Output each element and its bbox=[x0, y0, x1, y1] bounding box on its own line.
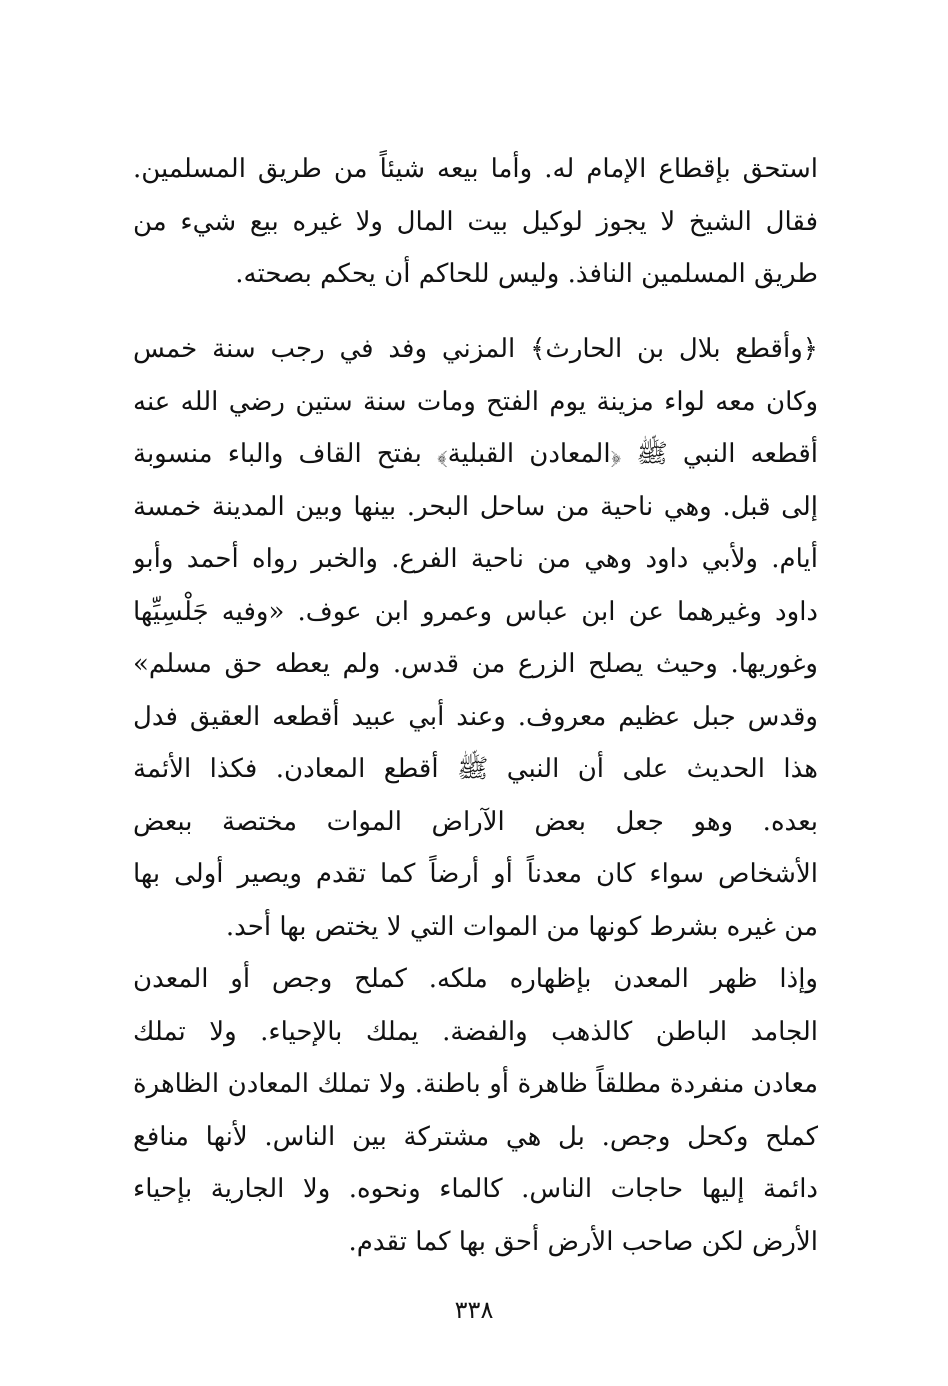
text-line: وقدس جبل عظيم معروف. وعند أبي عبيد أقطعه العقيق فدل bbox=[133, 701, 818, 732]
text-line: ﴿وأقطع بلال بن الحارث﴾ المزني وفد في رجب سنة خمس bbox=[133, 334, 818, 364]
text-line: داود وغيرهما عن ابن عباس وعمرو ابن عوف. «وفيه جَلْسِيِّها bbox=[133, 596, 818, 627]
text-line: وكان معه لواء مزينة يوم الفتح ومات سنة ستين رضي الله عنه bbox=[133, 386, 818, 417]
text-line: الأشخاص سواء كان معدناً أو أرضاً كما تقدم ويصير أولى بها bbox=[133, 859, 818, 889]
text-line: دائمة إليها حاجات الناس. كالماء ونحوه. ولا الجارية بإحياء bbox=[133, 1174, 818, 1204]
paragraph-2 bbox=[133, 323, 818, 953]
text-line: وإذا ظهر المعدن بإظهاره ملكه. كملح وجص أو المعدن bbox=[133, 964, 818, 994]
text-line: الجامد الباطن كالذهب والفضة. يملك بالإحياء. ولا تملك bbox=[133, 1016, 818, 1047]
page-number: ٣٣٨ bbox=[454, 1296, 494, 1324]
text-line: من غيره بشرط كونها من الموات التي لا يختص بها أحد. bbox=[225, 911, 818, 942]
text-line: معادن منفردة مطلقاً ظاهرة أو باطنة. ولا تملك المعادن الظاهرة bbox=[133, 1069, 818, 1099]
paragraph-3 bbox=[133, 953, 818, 1268]
text-line: أقطعه النبي ﷺ ﴿المعادن القبلية﴾ بفتح القاف والباء منسوبة bbox=[133, 439, 818, 469]
paragraph-1 bbox=[133, 143, 818, 301]
text-line: أيام. ولأبي داود وهي من ناحية الفرع. والخبر رواه أحمد وأبو bbox=[133, 544, 818, 574]
text-line: فقال الشيخ لا يجوز لوكيل بيت المال ولا غيره بيع شيء من bbox=[133, 206, 818, 237]
text-line: الأرض لكن صاحب الأرض أحق بها كما تقدم. bbox=[348, 1226, 818, 1257]
text-line: إلى قبل. وهي ناحية من ساحل البحر. بينها وبين المدينة خمسة bbox=[133, 491, 818, 522]
text-line: بعده. وهو جعل بعض الآراض الموات مختصة ببعض bbox=[133, 806, 818, 837]
text-line: كملح وكحل وجص. بل هي مشتركة بين الناس. لأنها منافع bbox=[133, 1121, 818, 1152]
text-line: طريق المسلمين النافذ. وليس للحاكم أن يحكم بصحته. bbox=[235, 259, 818, 289]
text-line: استحق بإقطاع الإمام له. وأما بيعه شيئاً من طريق المسلمين. bbox=[133, 154, 818, 184]
text-line: وغوريها. وحيث يصلح الزرع من قدس. ولم يعطه حق مسلم» bbox=[133, 649, 818, 679]
text-line: هذا الحديث على أن النبي ﷺ أقطع المعادن. فكذا الأئمة bbox=[133, 754, 818, 784]
